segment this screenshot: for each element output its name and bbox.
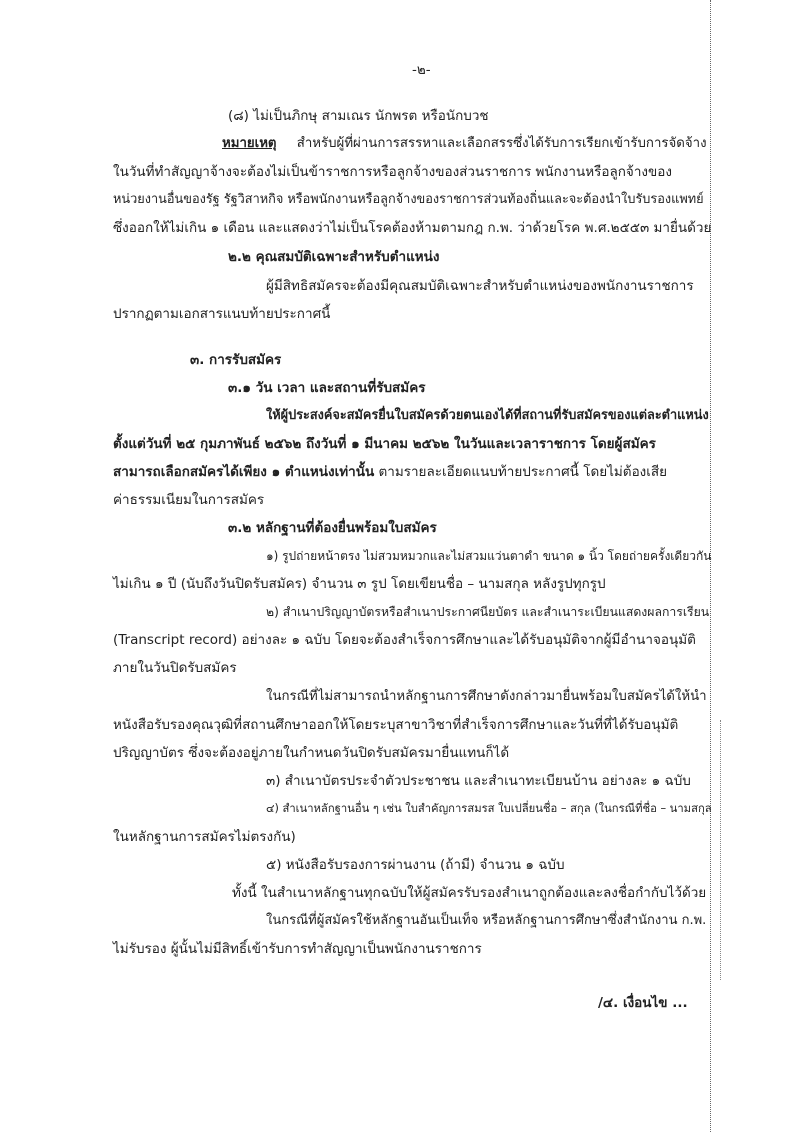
section-3-2-heading: ๓.๒ หลักฐานที่ต้องยื่นพร้อมใบสมัคร — [228, 520, 437, 536]
note-line-1 — [222, 134, 707, 154]
section-2-2-line-2: ปรากฏตามเอกสารแนบท้ายประกาศนี้ — [113, 306, 331, 322]
note-label: หมายเหตุ — [222, 136, 277, 151]
section-3-1-line-3 — [113, 462, 667, 482]
section-3-1-heading: ๓.๑ วัน เวลา และสถานที่รับสมัคร — [228, 380, 426, 396]
section-3-1-line-4: ค่าธรรมเนียมในการสมัคร — [113, 492, 265, 508]
page-number: -๒- — [412, 62, 431, 78]
scan-edge-line-secondary — [720, 720, 721, 980]
doc-item-2-line-3: ภายในวันปิดรับสมัคร — [113, 660, 237, 676]
note-line-2: ในวันที่ทำสัญญาจ้างจะต้องไม่เป็นข้าราชการหรือลูกจ้างของส่วนราชการ พนักงานหรือลูกจ้างของ — [113, 164, 672, 180]
note-text-1: สำหรับผู้ที่ผ่านการสรรหาและเลือกสรรซึ่งได้รับการเรียกเข้ารับการจัดจ้าง — [296, 136, 707, 151]
doc-item-2-line-1: ๒) สำเนาปริญญาบัตรหรือสำเนาประกาศนียบัตร และสำเนาระเบียนแสดงผลการเรียน — [266, 605, 710, 619]
doc-item-4-line-1: ๔) สำเนาหลักฐานอื่น ๆ เช่น ใบสำคัญการสมรส ใบเปลี่ยนชื่อ – สกุล (ในกรณีที่ชื่อ – นามสกุล — [266, 802, 712, 815]
section-3-1-line-2: ตั้งแต่วันที่ ๒๕ กุมภาพันธ์ ๒๕๖๒ ถึงวันที่ ๑ มีนาคม ๒๕๖๒ ในวันและเวลาราชการ โดยผู้สมัคร — [113, 436, 656, 452]
doc-item-2-line-2: (Transcript record) อย่างละ ๑ ฉบับ โดยจะต้องสำเร็จการศึกษาและได้รับอนุมัติจากผู้มีอำนาจอนุมัติ — [113, 632, 696, 648]
closing-line-3: ไม่รับรอง ผู้นั้นไม่มีสิทธิ์เข้ารับการทำสัญญาเป็นพนักงานราชการ — [113, 941, 482, 957]
section-2-2-line-1: ผู้มีสิทธิสมัครจะต้องมีคุณสมบัติเฉพาะสำหรับตำแหน่งของพนักงานราชการ — [266, 278, 694, 294]
doc-item-1-line-2: ไม่เกิน ๑ ปี (นับถึงวันปิดรับสมัคร) จำนวน ๓ รูป โดยเขียนชื่อ – นามสกุล หลังรูปทุกรูป — [113, 576, 606, 592]
doc-item-1-line-1: ๑) รูปถ่ายหน้าตรง ไม่สวมหมวกและไม่สวมแว่นตาดำ ขนาด ๑ นิ้ว โดยถ่ายครั้งเดียวกัน — [266, 549, 712, 563]
qualification-item-8: (๘) ไม่เป็นภิกษุ สามเณร นักพรต หรือนักบวช — [228, 108, 489, 124]
doc-item-3: ๓) สำเนาบัตรประจำตัวประชาชน และสำเนาทะเบียนบ้าน อย่างละ ๑ ฉบับ — [266, 773, 691, 789]
doc-item-2-note-line-1: ในกรณีที่ไม่สามารถนำหลักฐานการศึกษาดังกล่าวมายื่นพร้อมใบสมัครได้ให้นำ — [266, 689, 707, 704]
continuation-marker: /๔. เงื่อนไข ... — [598, 995, 688, 1011]
doc-item-4-line-2: ในหลักฐานการสมัครไม่ตรงกัน) — [113, 829, 296, 845]
note-line-4: ซึ่งออกให้ไม่เกิน ๑ เดือน และแสดงว่าไม่เป็นโรคต้องห้ามตามกฎ ก.พ. ว่าด้วยโรค พ.ศ.๒๕๕๓ มายื่นด้วย — [113, 220, 712, 236]
closing-line-1: ทั้งนี้ ในสำเนาหลักฐานทุกฉบับให้ผู้สมัครรับรองสำเนาถูกต้องและลงชื่อกำกับไว้ด้วย — [232, 885, 707, 901]
section-3-1-line-1: ให้ผู้ประสงค์จะสมัครยื่นใบสมัครด้วยตนเองได้ที่สถานที่รับสมัครของแต่ละตำแหน่ง — [266, 408, 709, 423]
closing-line-2: ในกรณีที่ผู้สมัครใช้หลักฐานอันเป็นเท็จ หรือหลักฐานการศึกษาซึ่งสำนักงาน ก.พ. — [266, 913, 707, 928]
section-3-heading: ๓. การรับสมัคร — [190, 352, 282, 368]
scan-edge-line — [710, 0, 711, 1132]
details-text: ตามรายละเอียดแนบท้ายประกาศนี้ โดยไม่ต้องเสีย — [374, 464, 668, 480]
single-position-text: สามารถเลือกสมัครได้เพียง ๑ ตำแหน่งเท่านั้น — [113, 464, 375, 480]
note-line-3: หน่วยงานอื่นของรัฐ รัฐวิสาหกิจ หรือพนักงานหรือลูกจ้างของราชการส่วนท้องถิ่นและจะต้องนำใบรับรองแพทย์ — [113, 192, 704, 207]
doc-item-5: ๕) หนังสือรับรองการผ่านงาน (ถ้ามี) จำนวน ๑ ฉบับ — [266, 857, 565, 873]
section-2-2-heading: ๒.๒ คุณสมบัติเฉพาะสำหรับตำแหน่ง — [228, 249, 440, 265]
doc-item-2-note-line-2: หนังสือรับรองคุณวุฒิที่สถานศึกษาออกให้โดยระบุสาขาวิชาที่สำเร็จการศึกษาและวันที่ที่ได้รับอนุมัติ — [113, 717, 679, 733]
doc-item-2-note-line-3: ปริญญาบัตร ซึ่งจะต้องอยู่ภายในกำหนดวันปิดรับสมัครมายื่นแทนก็ได้ — [113, 745, 510, 761]
